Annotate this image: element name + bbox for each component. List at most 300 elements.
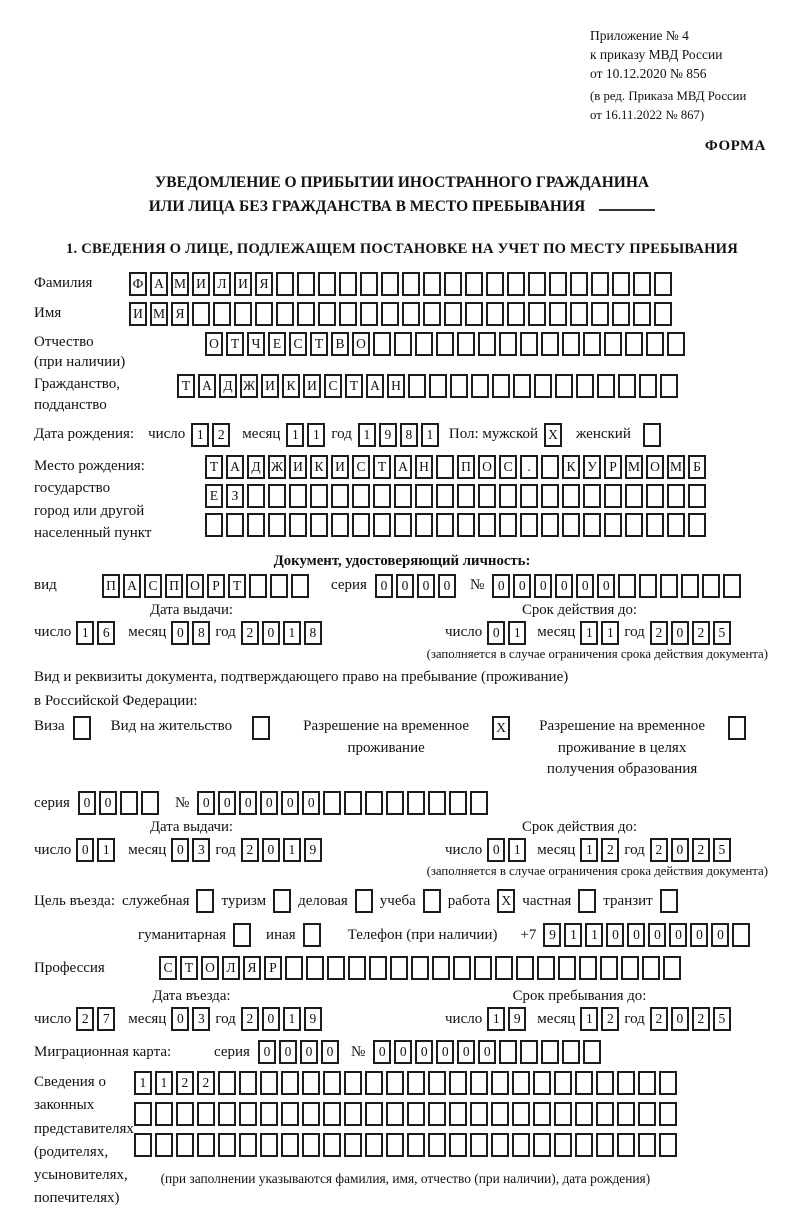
char-cell[interactable] bbox=[621, 956, 639, 980]
char-cell[interactable] bbox=[205, 513, 223, 537]
char-cell[interactable]: 2 bbox=[241, 838, 259, 862]
char-cell[interactable] bbox=[633, 302, 651, 326]
char-cell[interactable]: Л bbox=[213, 272, 231, 296]
char-cell[interactable] bbox=[386, 791, 404, 815]
purpose-business-checkbox[interactable] bbox=[355, 889, 373, 913]
char-cell[interactable] bbox=[302, 1133, 320, 1157]
char-cell[interactable] bbox=[365, 1102, 383, 1126]
char-cell[interactable]: П bbox=[457, 455, 475, 479]
char-cell[interactable]: 0 bbox=[671, 621, 689, 645]
char-cell[interactable]: А bbox=[394, 455, 412, 479]
char-cell[interactable]: 2 bbox=[650, 621, 668, 645]
char-cell[interactable] bbox=[625, 513, 643, 537]
char-cell[interactable] bbox=[176, 1102, 194, 1126]
char-cell[interactable] bbox=[402, 302, 420, 326]
char-cell[interactable]: 0 bbox=[690, 923, 708, 947]
char-cell[interactable] bbox=[281, 1133, 299, 1157]
char-cell[interactable] bbox=[495, 956, 513, 980]
char-cell[interactable] bbox=[423, 302, 441, 326]
char-cell[interactable] bbox=[213, 302, 231, 326]
char-cell[interactable]: 1 bbox=[421, 423, 439, 447]
char-cell[interactable]: 5 bbox=[713, 838, 731, 862]
char-cell[interactable]: 1 bbox=[283, 1007, 301, 1031]
char-cell[interactable] bbox=[554, 1071, 572, 1095]
char-cell[interactable]: Т bbox=[373, 455, 391, 479]
char-cell[interactable] bbox=[562, 513, 580, 537]
char-cell[interactable]: С bbox=[159, 956, 177, 980]
sex-female-checkbox[interactable] bbox=[643, 423, 661, 447]
char-cell[interactable] bbox=[478, 332, 496, 356]
char-cell[interactable]: 1 bbox=[580, 621, 598, 645]
char-cell[interactable] bbox=[583, 513, 601, 537]
char-cell[interactable]: 1 bbox=[76, 621, 94, 645]
char-cell[interactable] bbox=[541, 455, 559, 479]
char-cell[interactable] bbox=[120, 791, 138, 815]
char-cell[interactable] bbox=[575, 1133, 593, 1157]
char-cell[interactable] bbox=[470, 1102, 488, 1126]
char-cell[interactable] bbox=[625, 332, 643, 356]
char-cell[interactable] bbox=[449, 1071, 467, 1095]
char-cell[interactable] bbox=[249, 574, 267, 598]
char-cell[interactable]: И bbox=[192, 272, 210, 296]
char-cell[interactable]: 1 bbox=[286, 423, 304, 447]
char-cell[interactable]: 2 bbox=[601, 838, 619, 862]
char-cell[interactable]: 0 bbox=[262, 621, 280, 645]
char-cell[interactable] bbox=[276, 272, 294, 296]
char-cell[interactable] bbox=[352, 484, 370, 508]
char-cell[interactable]: 0 bbox=[627, 923, 645, 947]
char-cell[interactable] bbox=[596, 1133, 614, 1157]
char-cell[interactable] bbox=[688, 513, 706, 537]
char-cell[interactable] bbox=[339, 272, 357, 296]
char-cell[interactable]: Б bbox=[688, 455, 706, 479]
char-cell[interactable] bbox=[520, 484, 538, 508]
char-cell[interactable]: 9 bbox=[379, 423, 397, 447]
char-cell[interactable]: Е bbox=[205, 484, 223, 508]
char-cell[interactable] bbox=[449, 1133, 467, 1157]
char-cell[interactable] bbox=[344, 1102, 362, 1126]
char-cell[interactable]: С bbox=[499, 455, 517, 479]
char-cell[interactable]: 8 bbox=[304, 621, 322, 645]
char-cell[interactable]: К bbox=[562, 455, 580, 479]
char-cell[interactable] bbox=[260, 1102, 278, 1126]
char-cell[interactable] bbox=[646, 332, 664, 356]
char-cell[interactable] bbox=[541, 1040, 559, 1064]
char-cell[interactable] bbox=[600, 956, 618, 980]
purpose-other-checkbox[interactable] bbox=[303, 923, 321, 947]
char-cell[interactable]: 0 bbox=[648, 923, 666, 947]
char-cell[interactable] bbox=[507, 272, 525, 296]
char-cell[interactable] bbox=[318, 302, 336, 326]
char-cell[interactable]: 0 bbox=[487, 621, 505, 645]
char-cell[interactable]: 0 bbox=[279, 1040, 297, 1064]
char-cell[interactable]: К bbox=[282, 374, 300, 398]
char-cell[interactable] bbox=[554, 1133, 572, 1157]
char-cell[interactable] bbox=[533, 1102, 551, 1126]
char-cell[interactable]: Т bbox=[345, 374, 363, 398]
char-cell[interactable] bbox=[638, 1133, 656, 1157]
char-cell[interactable]: О bbox=[186, 574, 204, 598]
char-cell[interactable]: 0 bbox=[671, 838, 689, 862]
char-cell[interactable] bbox=[360, 302, 378, 326]
char-cell[interactable]: А bbox=[123, 574, 141, 598]
char-cell[interactable] bbox=[415, 332, 433, 356]
char-cell[interactable] bbox=[402, 272, 420, 296]
char-cell[interactable] bbox=[659, 1071, 677, 1095]
char-cell[interactable]: 1 bbox=[508, 621, 526, 645]
char-cell[interactable]: А bbox=[226, 455, 244, 479]
char-cell[interactable] bbox=[667, 484, 685, 508]
char-cell[interactable] bbox=[642, 956, 660, 980]
char-cell[interactable] bbox=[575, 1071, 593, 1095]
char-cell[interactable]: 2 bbox=[241, 1007, 259, 1031]
char-cell[interactable] bbox=[534, 374, 552, 398]
char-cell[interactable] bbox=[428, 1133, 446, 1157]
char-cell[interactable]: 0 bbox=[302, 791, 320, 815]
char-cell[interactable]: Ч bbox=[247, 332, 265, 356]
char-cell[interactable] bbox=[373, 484, 391, 508]
char-cell[interactable]: 0 bbox=[218, 791, 236, 815]
char-cell[interactable] bbox=[270, 574, 288, 598]
char-cell[interactable] bbox=[583, 484, 601, 508]
char-cell[interactable] bbox=[260, 1133, 278, 1157]
char-cell[interactable] bbox=[436, 513, 454, 537]
char-cell[interactable]: 0 bbox=[555, 574, 573, 598]
char-cell[interactable] bbox=[386, 1102, 404, 1126]
char-cell[interactable]: 0 bbox=[239, 791, 257, 815]
char-cell[interactable] bbox=[302, 1071, 320, 1095]
char-cell[interactable]: Т bbox=[177, 374, 195, 398]
char-cell[interactable] bbox=[583, 332, 601, 356]
char-cell[interactable] bbox=[411, 956, 429, 980]
char-cell[interactable]: 0 bbox=[417, 574, 435, 598]
char-cell[interactable] bbox=[596, 1071, 614, 1095]
char-cell[interactable] bbox=[444, 302, 462, 326]
char-cell[interactable] bbox=[239, 1071, 257, 1095]
char-cell[interactable]: 2 bbox=[601, 1007, 619, 1031]
char-cell[interactable]: 0 bbox=[711, 923, 729, 947]
char-cell[interactable] bbox=[365, 1071, 383, 1095]
char-cell[interactable] bbox=[596, 1102, 614, 1126]
char-cell[interactable]: 0 bbox=[478, 1040, 496, 1064]
char-cell[interactable]: Ж bbox=[240, 374, 258, 398]
purpose-private-checkbox[interactable] bbox=[578, 889, 596, 913]
char-cell[interactable]: 1 bbox=[585, 923, 603, 947]
char-cell[interactable]: 2 bbox=[212, 423, 230, 447]
char-cell[interactable]: 0 bbox=[78, 791, 96, 815]
char-cell[interactable] bbox=[432, 956, 450, 980]
char-cell[interactable]: Д bbox=[247, 455, 265, 479]
char-cell[interactable] bbox=[471, 374, 489, 398]
char-cell[interactable]: Т bbox=[310, 332, 328, 356]
char-cell[interactable] bbox=[639, 374, 657, 398]
char-cell[interactable] bbox=[373, 513, 391, 537]
char-cell[interactable]: 0 bbox=[606, 923, 624, 947]
char-cell[interactable] bbox=[639, 574, 657, 598]
char-cell[interactable]: 1 bbox=[283, 621, 301, 645]
char-cell[interactable] bbox=[465, 302, 483, 326]
char-cell[interactable] bbox=[516, 956, 534, 980]
char-cell[interactable]: 9 bbox=[543, 923, 561, 947]
char-cell[interactable]: 3 bbox=[192, 838, 210, 862]
char-cell[interactable] bbox=[192, 302, 210, 326]
char-cell[interactable] bbox=[381, 302, 399, 326]
char-cell[interactable] bbox=[247, 513, 265, 537]
char-cell[interactable]: К bbox=[310, 455, 328, 479]
char-cell[interactable]: 0 bbox=[669, 923, 687, 947]
char-cell[interactable] bbox=[407, 1102, 425, 1126]
char-cell[interactable]: 2 bbox=[241, 621, 259, 645]
char-cell[interactable] bbox=[365, 1133, 383, 1157]
char-cell[interactable]: Д bbox=[219, 374, 237, 398]
char-cell[interactable] bbox=[732, 923, 750, 947]
char-cell[interactable] bbox=[617, 1133, 635, 1157]
char-cell[interactable] bbox=[663, 956, 681, 980]
char-cell[interactable] bbox=[344, 791, 362, 815]
char-cell[interactable] bbox=[625, 484, 643, 508]
char-cell[interactable]: И bbox=[331, 455, 349, 479]
char-cell[interactable] bbox=[218, 1133, 236, 1157]
char-cell[interactable]: У bbox=[583, 455, 601, 479]
char-cell[interactable] bbox=[604, 484, 622, 508]
char-cell[interactable]: 0 bbox=[492, 574, 510, 598]
char-cell[interactable] bbox=[583, 1040, 601, 1064]
char-cell[interactable]: Т bbox=[226, 332, 244, 356]
char-cell[interactable] bbox=[344, 1133, 362, 1157]
char-cell[interactable]: С bbox=[289, 332, 307, 356]
char-cell[interactable]: 2 bbox=[176, 1071, 194, 1095]
char-cell[interactable] bbox=[234, 302, 252, 326]
temp-residence-checkbox[interactable]: X bbox=[492, 716, 510, 740]
char-cell[interactable] bbox=[323, 1071, 341, 1095]
char-cell[interactable] bbox=[323, 1102, 341, 1126]
char-cell[interactable] bbox=[415, 484, 433, 508]
char-cell[interactable] bbox=[617, 1102, 635, 1126]
char-cell[interactable] bbox=[365, 791, 383, 815]
char-cell[interactable] bbox=[407, 1071, 425, 1095]
char-cell[interactable] bbox=[681, 574, 699, 598]
char-cell[interactable]: 0 bbox=[438, 574, 456, 598]
char-cell[interactable] bbox=[291, 574, 309, 598]
char-cell[interactable] bbox=[507, 302, 525, 326]
purpose-tourism-checkbox[interactable] bbox=[273, 889, 291, 913]
char-cell[interactable] bbox=[491, 1071, 509, 1095]
char-cell[interactable] bbox=[555, 374, 573, 398]
char-cell[interactable] bbox=[423, 272, 441, 296]
char-cell[interactable] bbox=[394, 513, 412, 537]
char-cell[interactable] bbox=[512, 1071, 530, 1095]
char-cell[interactable] bbox=[339, 302, 357, 326]
char-cell[interactable]: 1 bbox=[134, 1071, 152, 1095]
char-cell[interactable]: 0 bbox=[534, 574, 552, 598]
char-cell[interactable] bbox=[457, 484, 475, 508]
char-cell[interactable]: 7 bbox=[97, 1007, 115, 1031]
char-cell[interactable] bbox=[394, 484, 412, 508]
char-cell[interactable] bbox=[499, 484, 517, 508]
char-cell[interactable]: Н bbox=[387, 374, 405, 398]
residence-permit-checkbox[interactable] bbox=[252, 716, 270, 740]
char-cell[interactable] bbox=[450, 374, 468, 398]
char-cell[interactable]: И bbox=[303, 374, 321, 398]
char-cell[interactable]: 0 bbox=[373, 1040, 391, 1064]
char-cell[interactable] bbox=[533, 1133, 551, 1157]
char-cell[interactable]: 0 bbox=[171, 1007, 189, 1031]
char-cell[interactable]: П bbox=[165, 574, 183, 598]
char-cell[interactable] bbox=[436, 484, 454, 508]
char-cell[interactable] bbox=[723, 574, 741, 598]
char-cell[interactable] bbox=[470, 791, 488, 815]
char-cell[interactable] bbox=[381, 272, 399, 296]
char-cell[interactable]: 3 bbox=[192, 1007, 210, 1031]
char-cell[interactable] bbox=[570, 272, 588, 296]
char-cell[interactable] bbox=[449, 1102, 467, 1126]
char-cell[interactable] bbox=[660, 374, 678, 398]
char-cell[interactable] bbox=[562, 1040, 580, 1064]
char-cell[interactable] bbox=[331, 484, 349, 508]
char-cell[interactable] bbox=[141, 791, 159, 815]
char-cell[interactable]: 0 bbox=[260, 791, 278, 815]
char-cell[interactable] bbox=[457, 513, 475, 537]
char-cell[interactable]: С bbox=[144, 574, 162, 598]
char-cell[interactable]: А bbox=[150, 272, 168, 296]
char-cell[interactable] bbox=[633, 272, 651, 296]
purpose-work-checkbox[interactable]: X bbox=[497, 889, 515, 913]
char-cell[interactable] bbox=[549, 272, 567, 296]
char-cell[interactable]: 0 bbox=[394, 1040, 412, 1064]
char-cell[interactable]: О bbox=[478, 455, 496, 479]
purpose-transit-checkbox[interactable] bbox=[660, 889, 678, 913]
char-cell[interactable] bbox=[667, 513, 685, 537]
char-cell[interactable] bbox=[604, 513, 622, 537]
char-cell[interactable] bbox=[390, 956, 408, 980]
char-cell[interactable] bbox=[465, 272, 483, 296]
char-cell[interactable] bbox=[597, 374, 615, 398]
char-cell[interactable]: 2 bbox=[197, 1071, 215, 1095]
char-cell[interactable] bbox=[428, 1102, 446, 1126]
char-cell[interactable]: С bbox=[324, 374, 342, 398]
char-cell[interactable]: И bbox=[289, 455, 307, 479]
char-cell[interactable]: 0 bbox=[375, 574, 393, 598]
char-cell[interactable]: 8 bbox=[400, 423, 418, 447]
char-cell[interactable] bbox=[533, 1071, 551, 1095]
char-cell[interactable] bbox=[289, 513, 307, 537]
char-cell[interactable] bbox=[499, 513, 517, 537]
char-cell[interactable]: О bbox=[205, 332, 223, 356]
char-cell[interactable]: 0 bbox=[396, 574, 414, 598]
char-cell[interactable]: 0 bbox=[76, 838, 94, 862]
char-cell[interactable]: Т bbox=[228, 574, 246, 598]
char-cell[interactable]: 1 bbox=[580, 838, 598, 862]
char-cell[interactable] bbox=[570, 302, 588, 326]
char-cell[interactable]: Ж bbox=[268, 455, 286, 479]
char-cell[interactable] bbox=[478, 513, 496, 537]
char-cell[interactable] bbox=[470, 1133, 488, 1157]
char-cell[interactable]: 1 bbox=[487, 1007, 505, 1031]
char-cell[interactable] bbox=[618, 374, 636, 398]
char-cell[interactable] bbox=[558, 956, 576, 980]
char-cell[interactable]: В bbox=[331, 332, 349, 356]
char-cell[interactable] bbox=[654, 272, 672, 296]
char-cell[interactable] bbox=[646, 513, 664, 537]
char-cell[interactable]: П bbox=[102, 574, 120, 598]
char-cell[interactable] bbox=[134, 1133, 152, 1157]
char-cell[interactable] bbox=[285, 956, 303, 980]
char-cell[interactable] bbox=[302, 1102, 320, 1126]
char-cell[interactable] bbox=[407, 1133, 425, 1157]
char-cell[interactable] bbox=[281, 1071, 299, 1095]
char-cell[interactable] bbox=[486, 302, 504, 326]
char-cell[interactable]: 0 bbox=[415, 1040, 433, 1064]
char-cell[interactable] bbox=[344, 1071, 362, 1095]
char-cell[interactable]: О bbox=[201, 956, 219, 980]
char-cell[interactable] bbox=[528, 302, 546, 326]
char-cell[interactable]: Р bbox=[264, 956, 282, 980]
char-cell[interactable]: И bbox=[261, 374, 279, 398]
char-cell[interactable] bbox=[492, 374, 510, 398]
char-cell[interactable] bbox=[541, 513, 559, 537]
char-cell[interactable] bbox=[474, 956, 492, 980]
char-cell[interactable] bbox=[428, 791, 446, 815]
char-cell[interactable]: М bbox=[150, 302, 168, 326]
char-cell[interactable] bbox=[327, 956, 345, 980]
char-cell[interactable] bbox=[276, 302, 294, 326]
char-cell[interactable]: Е bbox=[268, 332, 286, 356]
char-cell[interactable] bbox=[360, 272, 378, 296]
char-cell[interactable]: 0 bbox=[197, 791, 215, 815]
char-cell[interactable]: Ф bbox=[129, 272, 147, 296]
char-cell[interactable] bbox=[541, 332, 559, 356]
char-cell[interactable] bbox=[318, 272, 336, 296]
char-cell[interactable] bbox=[617, 1071, 635, 1095]
char-cell[interactable] bbox=[491, 1133, 509, 1157]
char-cell[interactable]: 9 bbox=[304, 1007, 322, 1031]
char-cell[interactable]: 1 bbox=[283, 838, 301, 862]
char-cell[interactable] bbox=[255, 302, 273, 326]
char-cell[interactable] bbox=[575, 1102, 593, 1126]
char-cell[interactable]: 2 bbox=[76, 1007, 94, 1031]
char-cell[interactable] bbox=[218, 1071, 236, 1095]
char-cell[interactable] bbox=[659, 1133, 677, 1157]
char-cell[interactable] bbox=[520, 1040, 538, 1064]
char-cell[interactable] bbox=[331, 513, 349, 537]
char-cell[interactable] bbox=[702, 574, 720, 598]
char-cell[interactable] bbox=[491, 1102, 509, 1126]
char-cell[interactable] bbox=[268, 513, 286, 537]
char-cell[interactable]: Я bbox=[255, 272, 273, 296]
char-cell[interactable] bbox=[436, 455, 454, 479]
char-cell[interactable] bbox=[297, 302, 315, 326]
char-cell[interactable] bbox=[218, 1102, 236, 1126]
char-cell[interactable] bbox=[428, 1071, 446, 1095]
char-cell[interactable]: 5 bbox=[713, 1007, 731, 1031]
char-cell[interactable]: 0 bbox=[457, 1040, 475, 1064]
char-cell[interactable] bbox=[348, 956, 366, 980]
char-cell[interactable] bbox=[520, 332, 538, 356]
char-cell[interactable]: 0 bbox=[171, 621, 189, 645]
char-cell[interactable] bbox=[618, 574, 636, 598]
char-cell[interactable] bbox=[537, 956, 555, 980]
char-cell[interactable]: 1 bbox=[191, 423, 209, 447]
char-cell[interactable]: 6 bbox=[97, 621, 115, 645]
char-cell[interactable] bbox=[562, 484, 580, 508]
char-cell[interactable]: Т bbox=[180, 956, 198, 980]
char-cell[interactable]: 0 bbox=[300, 1040, 318, 1064]
purpose-study-checkbox[interactable] bbox=[423, 889, 441, 913]
char-cell[interactable]: 9 bbox=[508, 1007, 526, 1031]
char-cell[interactable]: З bbox=[226, 484, 244, 508]
char-cell[interactable]: Л bbox=[222, 956, 240, 980]
char-cell[interactable] bbox=[306, 956, 324, 980]
